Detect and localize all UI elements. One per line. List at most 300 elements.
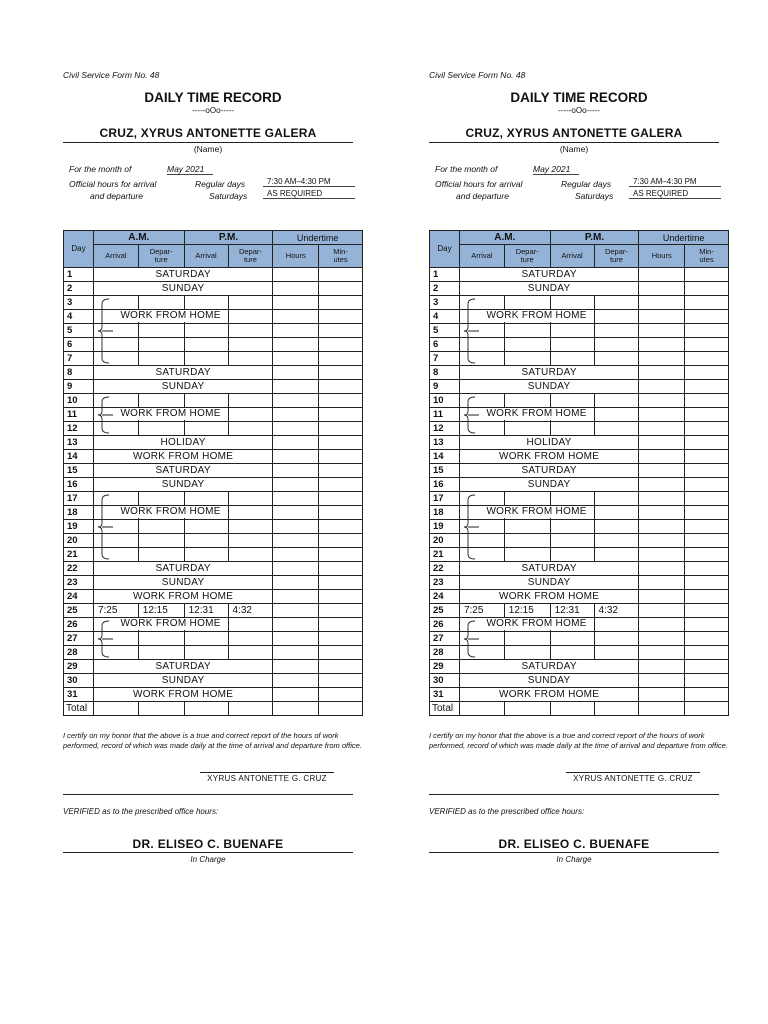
undertime-cell [319,520,363,534]
table-row [64,450,363,464]
undertime-cell [273,352,319,366]
saturdays-value: AS REQUIRED [263,189,355,199]
grouping-brace-icon [463,298,485,364]
undertime-cell [273,520,319,534]
form-number: Civil Service Form No. 48 [429,70,526,80]
day-number: 9 [430,380,460,394]
undertime-cell [639,450,685,464]
table-row [430,604,729,618]
day-number: 16 [64,478,94,492]
time-cell [138,534,184,548]
day-status: SATURDAY [93,366,272,380]
day-status: WORK FROM HOME [93,688,272,702]
undertime-cell [685,338,729,352]
day-status: SATURDAY [459,562,638,576]
undertime-cell [639,492,685,506]
day-status: SUNDAY [93,282,272,296]
grouping-brace-icon [97,620,119,658]
table-row [64,282,363,296]
time-cell [594,296,639,310]
day-number: 23 [430,576,460,590]
time-cell [594,422,639,436]
undertime-cell [319,324,363,338]
time-cell [184,534,228,548]
day-header: Day [430,231,460,268]
time-cell [550,296,594,310]
grouping-brace-icon [97,396,119,434]
undertime-cell [319,548,363,562]
time-cell [138,352,184,366]
undertime-cell [685,576,729,590]
time-cell [504,534,550,548]
undertime-cell [273,422,319,436]
undertime-cell [273,310,319,324]
table-row [430,268,729,282]
undertime-cell [319,492,363,506]
day-number: 22 [64,562,94,576]
day-number: 17 [64,492,94,506]
table-row [430,576,729,590]
time-cell [504,548,550,562]
time-cell [138,632,184,646]
time-cell [138,394,184,408]
undertime-cell [273,534,319,548]
time-cell [228,548,273,562]
undertime-cell [319,436,363,450]
undertime-cell [685,282,729,296]
table-row [64,688,363,702]
employee-name: CRUZ, XYRUS ANTONETTE GALERA [429,126,719,143]
day-number: 20 [430,534,460,548]
certification-text: I certify on my honor that the above is a true and correct report of the hours of work performed, record of which was made daily at the time of arrival and departure from office. [63,731,362,750]
undertime-cell [273,660,319,674]
time-cell [550,520,594,534]
form-meta [429,164,729,208]
table-row [64,576,363,590]
time-cell [594,394,639,408]
time-cell [228,534,273,548]
day-number: 27 [430,632,460,646]
day-number: 17 [430,492,460,506]
day-status: SATURDAY [459,366,638,380]
undertime-cell [273,450,319,464]
undertime-cell [685,478,729,492]
table-row [430,688,729,702]
total-row [430,702,729,716]
time-cell [184,646,228,660]
day-status: SUNDAY [459,282,638,296]
in-charge-name: DR. ELISEO C. BUENAFE [63,837,353,853]
time-entry: 12:15 [138,604,184,618]
time-cell [228,422,273,436]
day-status: SUNDAY [459,674,638,688]
undertime-cell [639,310,685,324]
time-cell [550,646,594,660]
time-cell [550,338,594,352]
month-label: For the month of [69,164,132,174]
total-cell [685,702,729,716]
time-cell [550,352,594,366]
work-from-home-label: WORK FROM HOME [486,407,587,419]
undertime-cell [273,632,319,646]
time-cell [594,408,639,422]
undertime-cell [319,590,363,604]
undertime-cell [685,310,729,324]
total-cell [594,702,639,716]
day-number: 2 [430,282,460,296]
time-cell [594,534,639,548]
time-cell [184,632,228,646]
time-cell [228,646,273,660]
total-label: Total [64,702,94,716]
total-cell [319,702,363,716]
day-number: 26 [64,618,94,632]
undertime-cell [273,590,319,604]
work-from-home-label: WORK FROM HOME [120,309,221,321]
undertime-cell [639,478,685,492]
table-row [430,366,729,380]
table-row [64,380,363,394]
day-number: 31 [430,688,460,702]
day-status: SUNDAY [93,576,272,590]
day-status: SUNDAY [93,380,272,394]
undertime-cell [273,548,319,562]
day-number: 12 [430,422,460,436]
undertime-cell [685,296,729,310]
undertime-cell [319,534,363,548]
form-title: DAILY TIME RECORD [144,90,282,105]
undertime-cell [319,422,363,436]
undertime-cell [273,492,319,506]
undertime-cell [639,422,685,436]
time-cell [550,492,594,506]
day-number: 16 [430,478,460,492]
day-status: HOLIDAY [459,436,638,450]
undertime-cell [685,394,729,408]
undertime-cell [319,380,363,394]
am-arrival-header: Arrival [459,245,504,268]
name-caption: (Name) [559,144,589,154]
day-number: 1 [64,268,94,282]
saturdays-label: Saturdays [209,191,248,201]
day-status: SATURDAY [93,268,272,282]
day-number: 20 [64,534,94,548]
undertime-cell [319,268,363,282]
time-cell [138,520,184,534]
undertime-cell [639,408,685,422]
verified-text: VERIFIED as to the prescribed office hours: [429,807,585,816]
time-cell [228,618,273,632]
undertime-cell [273,380,319,394]
pm-arrival-header: Arrival [550,245,594,268]
undertime-cell [319,618,363,632]
day-number: 10 [64,394,94,408]
total-cell [639,702,685,716]
undertime-cell [685,324,729,338]
undertime-cell [639,436,685,450]
day-number: 18 [64,506,94,520]
grouping-brace-icon [463,620,485,658]
verified-text: VERIFIED as to the prescribed office hours: [63,807,219,816]
undertime-cell [639,506,685,520]
undertime-cell [273,338,319,352]
official-hours-label-2: and departure [456,191,509,201]
form-meta [63,164,363,208]
undertime-cell [639,646,685,660]
undertime-cell [273,688,319,702]
table-row [64,660,363,674]
time-cell [184,394,228,408]
total-cell [273,702,319,716]
undertime-cell [639,338,685,352]
total-row [64,702,363,716]
day-status: SATURDAY [459,268,638,282]
undertime-cell [685,562,729,576]
undertime-cell [273,604,319,618]
day-number: 11 [430,408,460,422]
month-value: May 2021 [533,164,579,175]
table-row [64,562,363,576]
pm-header: P.M. [550,231,639,245]
table-row [64,366,363,380]
undertime-cell [273,674,319,688]
undertime-cell [639,660,685,674]
form-number: Civil Service Form No. 48 [63,70,160,80]
time-cell [228,492,273,506]
time-cell [138,422,184,436]
month-value: May 2021 [167,164,213,175]
time-entry: 12:31 [550,604,594,618]
undertime-cell [685,492,729,506]
day-number: 25 [64,604,94,618]
time-cell [504,632,550,646]
time-cell [228,632,273,646]
time-cell [228,394,273,408]
time-entry: 4:32 [594,604,639,618]
day-number: 18 [430,506,460,520]
undertime-cell [685,660,729,674]
undertime-cell [273,646,319,660]
signature-line [429,794,719,795]
undertime-cell [319,366,363,380]
day-status: SATURDAY [93,562,272,576]
table-row [64,674,363,688]
day-number: 9 [64,380,94,394]
table-row [430,674,729,688]
undertime-cell [685,618,729,632]
undertime-cell [639,520,685,534]
undertime-cell [685,590,729,604]
employee-signature: XYRUS ANTONETTE G. CRUZ [566,772,700,783]
time-cell [228,296,273,310]
day-status: WORK FROM HOME [93,450,272,464]
in-charge-caption: In Charge [556,855,592,864]
grouping-brace-icon [97,298,119,364]
form-title: DAILY TIME RECORD [510,90,648,105]
undertime-cell [639,562,685,576]
undertime-cell [273,464,319,478]
undertime-cell [639,590,685,604]
day-number: 3 [64,296,94,310]
table-row [64,604,363,618]
undertime-cell [685,450,729,464]
undertime-cell [639,296,685,310]
day-number: 29 [64,660,94,674]
table-row [430,464,729,478]
time-cell [228,338,273,352]
undertime-cell [273,576,319,590]
am-header: A.M. [459,231,550,245]
am-departure-header: Depar- ture [504,245,550,268]
time-cell [228,310,273,324]
undertime-cell [685,422,729,436]
day-status: HOLIDAY [93,436,272,450]
employee-name: CRUZ, XYRUS ANTONETTE GALERA [63,126,353,143]
day-number: 25 [430,604,460,618]
undertime-cell [639,366,685,380]
time-cell [550,422,594,436]
undertime-cell [319,646,363,660]
time-cell [504,520,550,534]
day-number: 28 [430,646,460,660]
am-arrival-header: Arrival [93,245,138,268]
time-cell [138,296,184,310]
time-entry: 7:25 [93,604,138,618]
time-cell [594,618,639,632]
day-number: 5 [430,324,460,338]
undertime-cell [273,324,319,338]
day-number: 30 [430,674,460,688]
undertime-cell [273,436,319,450]
undertime-cell [685,520,729,534]
day-status: SATURDAY [459,464,638,478]
total-cell [228,702,273,716]
time-entry: 4:32 [228,604,273,618]
time-entry: 7:25 [459,604,504,618]
hours-header: Hours [273,245,319,268]
saturdays-value: AS REQUIRED [629,189,721,199]
undertime-cell [639,674,685,688]
undertime-cell [685,688,729,702]
undertime-cell [639,380,685,394]
time-cell [594,520,639,534]
signature-line [63,794,353,795]
undertime-cell [319,338,363,352]
undertime-cell [319,478,363,492]
undertime-cell [319,604,363,618]
grouping-brace-icon [97,494,119,560]
day-status: SATURDAY [459,660,638,674]
table-row [430,478,729,492]
time-cell [550,324,594,338]
undertime-cell [319,464,363,478]
undertime-cell [319,450,363,464]
undertime-cell [685,366,729,380]
undertime-cell [319,632,363,646]
time-cell [138,324,184,338]
regular-days-value: 7:30 AM–4:30 PM [629,177,721,187]
table-row [430,660,729,674]
time-cell [550,548,594,562]
day-number: 11 [64,408,94,422]
undertime-cell [319,660,363,674]
day-number: 3 [430,296,460,310]
undertime-cell [639,464,685,478]
table-row [430,590,729,604]
total-cell [550,702,594,716]
work-from-home-label: WORK FROM HOME [120,407,221,419]
time-cell [594,492,639,506]
day-number: 8 [64,366,94,380]
grouping-brace-icon [463,396,485,434]
time-cell [184,324,228,338]
day-number: 6 [430,338,460,352]
undertime-cell [685,268,729,282]
hours-header: Hours [639,245,685,268]
undertime-header: Undertime [273,231,363,245]
undertime-cell [639,394,685,408]
time-cell [504,422,550,436]
regular-days-label: Regular days [561,179,612,189]
day-number: 15 [64,464,94,478]
am-departure-header: Depar- ture [138,245,184,268]
undertime-cell [319,296,363,310]
time-cell [184,422,228,436]
undertime-cell [639,324,685,338]
pm-arrival-header: Arrival [184,245,228,268]
day-status: SATURDAY [93,464,272,478]
undertime-cell [273,296,319,310]
undertime-cell [639,352,685,366]
undertime-cell [273,506,319,520]
undertime-cell [273,394,319,408]
day-number: 2 [64,282,94,296]
day-number: 19 [64,520,94,534]
employee-signature: XYRUS ANTONETTE G. CRUZ [200,772,334,783]
time-cell [184,492,228,506]
work-from-home-label: WORK FROM HOME [486,309,587,321]
undertime-cell [273,408,319,422]
name-caption: (Name) [193,144,223,154]
work-from-home-label: WORK FROM HOME [120,505,221,517]
day-number: 19 [430,520,460,534]
day-number: 13 [430,436,460,450]
day-number: 4 [430,310,460,324]
undertime-cell [319,688,363,702]
day-number: 22 [430,562,460,576]
dtr-form-right [429,70,729,864]
undertime-cell [319,408,363,422]
table-row [64,436,363,450]
day-number: 31 [64,688,94,702]
time-cell [184,352,228,366]
day-status: WORK FROM HOME [93,590,272,604]
day-number: 1 [430,268,460,282]
day-status: SUNDAY [459,478,638,492]
table-row [64,590,363,604]
undertime-cell [273,562,319,576]
time-cell [550,394,594,408]
day-number: 7 [64,352,94,366]
pm-departure-header: Depar- ture [594,245,639,268]
time-cell [228,324,273,338]
time-cell [138,548,184,562]
undertime-cell [639,688,685,702]
time-cell [594,506,639,520]
day-number: 5 [64,324,94,338]
table-row [64,268,363,282]
undertime-cell [319,394,363,408]
